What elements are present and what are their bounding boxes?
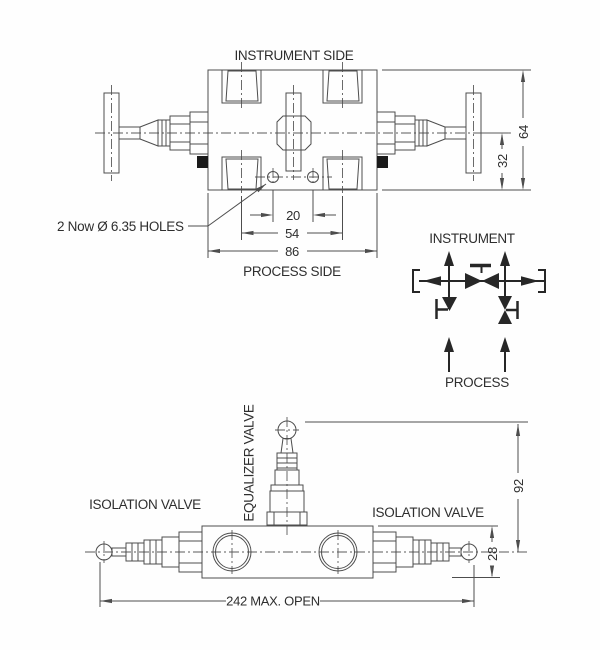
instrument-side-label: INSTRUMENT SIDE (234, 48, 354, 63)
schematic-process-label: PROCESS (445, 375, 509, 390)
dim-54-text: 54 (285, 226, 299, 241)
dim-92-text: 92 (511, 479, 526, 493)
dim-32-text: 32 (495, 154, 510, 168)
dim-242-text: 242 MAX. OPEN (226, 593, 320, 609)
schematic-instrument-label: INSTRUMENT (429, 231, 515, 246)
dim-28-text: 28 (485, 547, 500, 561)
isolation-valve-left-label: ISOLATION VALVE (89, 497, 201, 512)
side-marker-right (377, 156, 388, 168)
dim-86-text: 86 (285, 244, 299, 259)
holes-note-text: 2 Now Ø 6.35 HOLES (57, 219, 184, 234)
equalizer-valve-label: EQUALIZER VALVE (241, 404, 257, 522)
dim-64-text: 64 (516, 125, 531, 139)
process-side-label: PROCESS SIDE (243, 264, 341, 279)
isolation-valve-right-label: ISOLATION VALVE (372, 505, 484, 520)
dim-20-text: 20 (286, 208, 300, 223)
side-marker-left (197, 156, 208, 168)
